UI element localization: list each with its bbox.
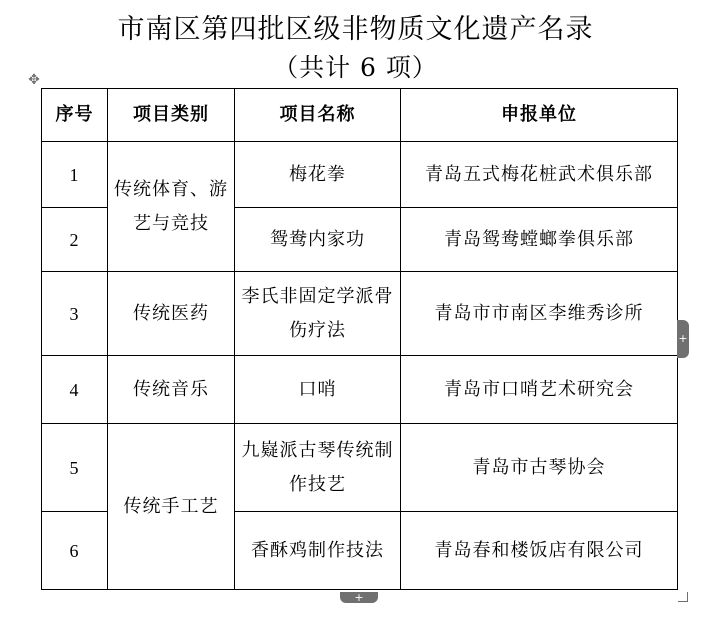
cell-serial-number[interactable]: 4 — [42, 356, 108, 424]
add-row-icon[interactable]: + — [340, 592, 378, 603]
cell-applicant-unit[interactable]: 青岛五式梅花桩武术俱乐部 — [401, 142, 678, 208]
cell-applicant-unit[interactable]: 青岛市古琴协会 — [401, 424, 678, 512]
cell-applicant-unit[interactable]: 青岛市市南区李维秀诊所 — [401, 272, 678, 356]
cell-category[interactable]: 传统体育、游艺与竞技 — [108, 142, 235, 272]
table-header-row — [42, 89, 678, 142]
cell-serial-number[interactable]: 1 — [42, 142, 108, 208]
cell-applicant-unit[interactable]: 青岛市口哨艺术研究会 — [401, 356, 678, 424]
document-subtitle: （共计 6 项） — [273, 53, 438, 82]
add-column-icon[interactable]: + — [677, 320, 689, 358]
header-category[interactable]: 项目类别 — [108, 89, 235, 142]
cell-project-name[interactable]: 香酥鸡制作技法 — [235, 512, 401, 590]
header-project-name[interactable]: 项目名称 — [235, 89, 401, 142]
cell-serial-number[interactable]: 3 — [42, 272, 108, 356]
cell-category[interactable]: 传统音乐 — [108, 356, 235, 424]
cell-serial-number[interactable]: 2 — [42, 208, 108, 272]
table-row — [42, 142, 678, 208]
header-serial-number[interactable]: 序号 — [42, 89, 108, 142]
document-title: 市南区第四批区级非物质文化遗产名录 — [117, 14, 594, 45]
cell-project-name[interactable]: 九嶷派古琴传统制作技艺 — [235, 424, 401, 512]
cell-serial-number[interactable]: 5 — [42, 424, 108, 512]
header-applicant-unit[interactable]: 申报单位 — [401, 89, 678, 142]
move-icon[interactable]: ✥ — [28, 72, 40, 88]
cell-applicant-unit[interactable]: 青岛春和楼饭店有限公司 — [401, 512, 678, 590]
table-row — [42, 272, 678, 356]
table-row — [42, 356, 678, 424]
cell-category[interactable]: 传统医药 — [108, 272, 235, 356]
cell-category[interactable]: 传统手工艺 — [108, 424, 235, 590]
cell-serial-number[interactable]: 6 — [42, 512, 108, 590]
cell-project-name[interactable]: 梅花拳 — [235, 142, 401, 208]
cell-project-name[interactable]: 鸳鸯内家功 — [235, 208, 401, 272]
cell-applicant-unit[interactable]: 青岛鸳鸯螳螂拳俱乐部 — [401, 208, 678, 272]
heritage-list-table — [41, 88, 678, 590]
cell-project-name[interactable]: 口哨 — [235, 356, 401, 424]
table-row — [42, 424, 678, 512]
cell-project-name[interactable]: 李氏非固定学派骨伤疗法 — [235, 272, 401, 356]
resize-icon[interactable] — [678, 592, 688, 602]
